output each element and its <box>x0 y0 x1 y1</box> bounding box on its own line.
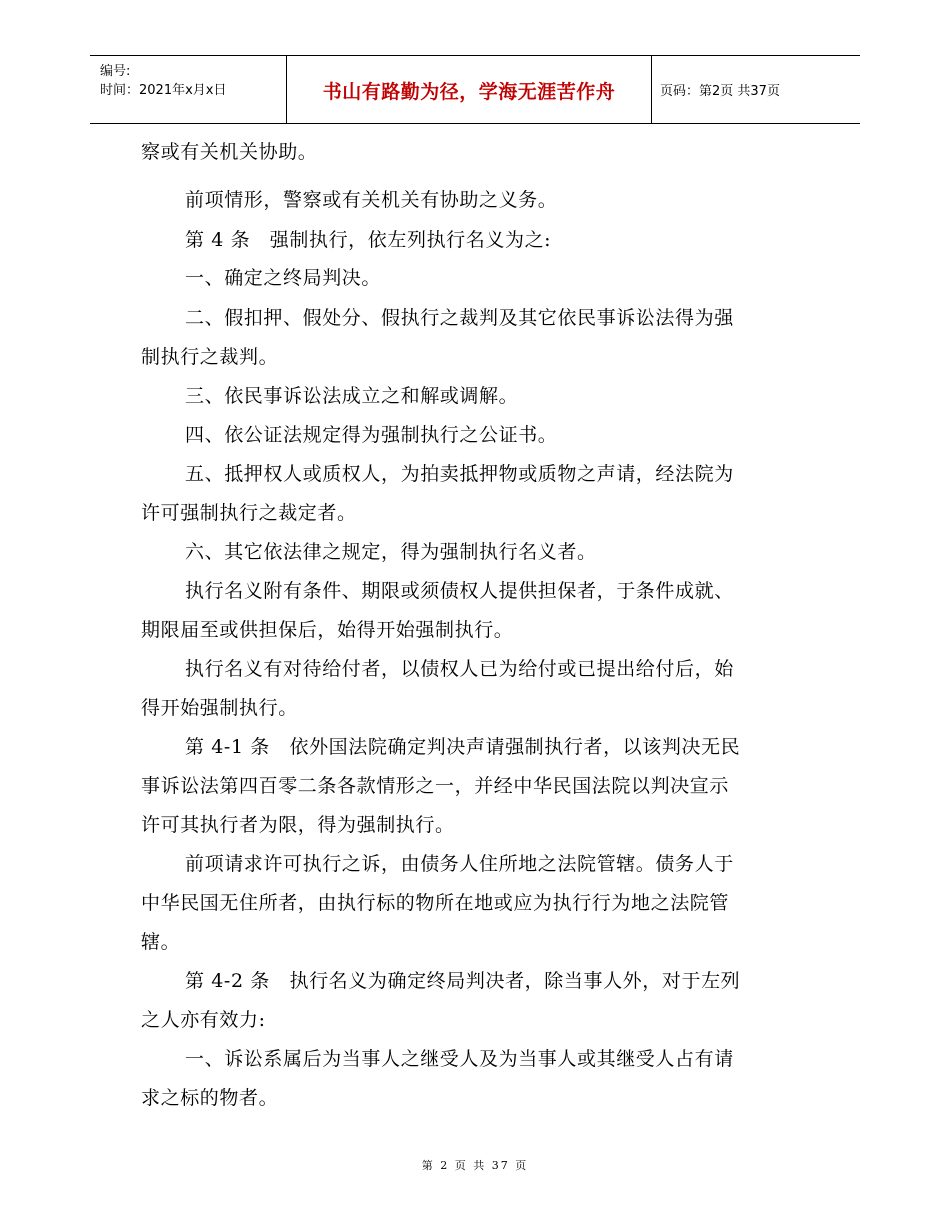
body-line: 制执行之裁判。 <box>141 346 279 368</box>
body-line: 二、假扣押、假处分、假执行之裁判及其它依民事诉讼法得为强 <box>185 307 734 329</box>
header-page-label: 页码：第2页 共37页 <box>660 84 780 99</box>
body-line: 前项情形，警察或有关机关有协助之义务。 <box>185 189 558 211</box>
body-line: 许可其执行者为限，得为强制执行。 <box>141 814 455 836</box>
header-left-cell <box>90 56 286 123</box>
body-line: 执行名义有对待给付者，以债权人已为给付或已提出给付后，始 <box>185 658 734 680</box>
body-line: 得开始强制执行。 <box>141 697 298 719</box>
body-line: 一、确定之终局判决。 <box>185 267 382 289</box>
header-right-cell <box>650 56 860 123</box>
page-header <box>90 55 860 124</box>
body-line: 之人亦有效力: <box>141 1009 266 1031</box>
body-line: 许可强制执行之裁定者。 <box>141 502 357 524</box>
document-time-label: 时间：2021年x月x日 <box>100 83 227 98</box>
body-line: 四、依公证法规定得为强制执行之公证书。 <box>185 424 558 446</box>
body-line: 三、依民事诉讼法成立之和解或调解。 <box>185 385 519 407</box>
header-center-cell <box>286 56 652 123</box>
body-line: 前项请求许可执行之诉，由债务人住所地之法院管辖。债务人于 <box>185 853 734 875</box>
body-line: 第 4-1 条 依外国法院确定判决声请强制执行者，以该判决无民 <box>185 736 741 758</box>
body-line: 求之标的物者。 <box>141 1087 279 1109</box>
body-line: 一、诉讼系属后为当事人之继受人及为当事人或其继受人占有请 <box>185 1048 734 1070</box>
document-code-label: 编号: <box>100 64 131 79</box>
body-line: 执行名义附有条件、期限或须债权人提供担保者，于条件成就、 <box>185 580 734 602</box>
body-line: 第 4-2 条 执行名义为确定终局判决者，除当事人外，对于左列 <box>185 970 741 992</box>
body-line: 辖。 <box>141 931 181 953</box>
body-line: 五、抵押权人或质权人，为拍卖抵押物或质物之声请，经法院为 <box>185 463 734 485</box>
page-footer: 第 2 页 共 37 页 <box>421 1159 529 1172</box>
body-line: 第 4 条 强制执行，依左列执行名义为之: <box>185 229 552 251</box>
body-line: 事诉讼法第四百零二条各款情形之一，并经中华民国法院以判决宣示 <box>141 775 730 797</box>
body-line: 察或有关机关协助。 <box>141 141 318 163</box>
body-line: 六、其它依法律之规定，得为强制执行名义者。 <box>185 541 597 563</box>
body-line: 中华民国无住所者，由执行标的物所在地或应为执行行为地之法院管 <box>141 892 730 914</box>
body-line: 期限届至或供担保后，始得开始强制执行。 <box>141 619 514 641</box>
header-motto: 书山有路勤为径，学海无涯苦作舟 <box>322 81 616 103</box>
